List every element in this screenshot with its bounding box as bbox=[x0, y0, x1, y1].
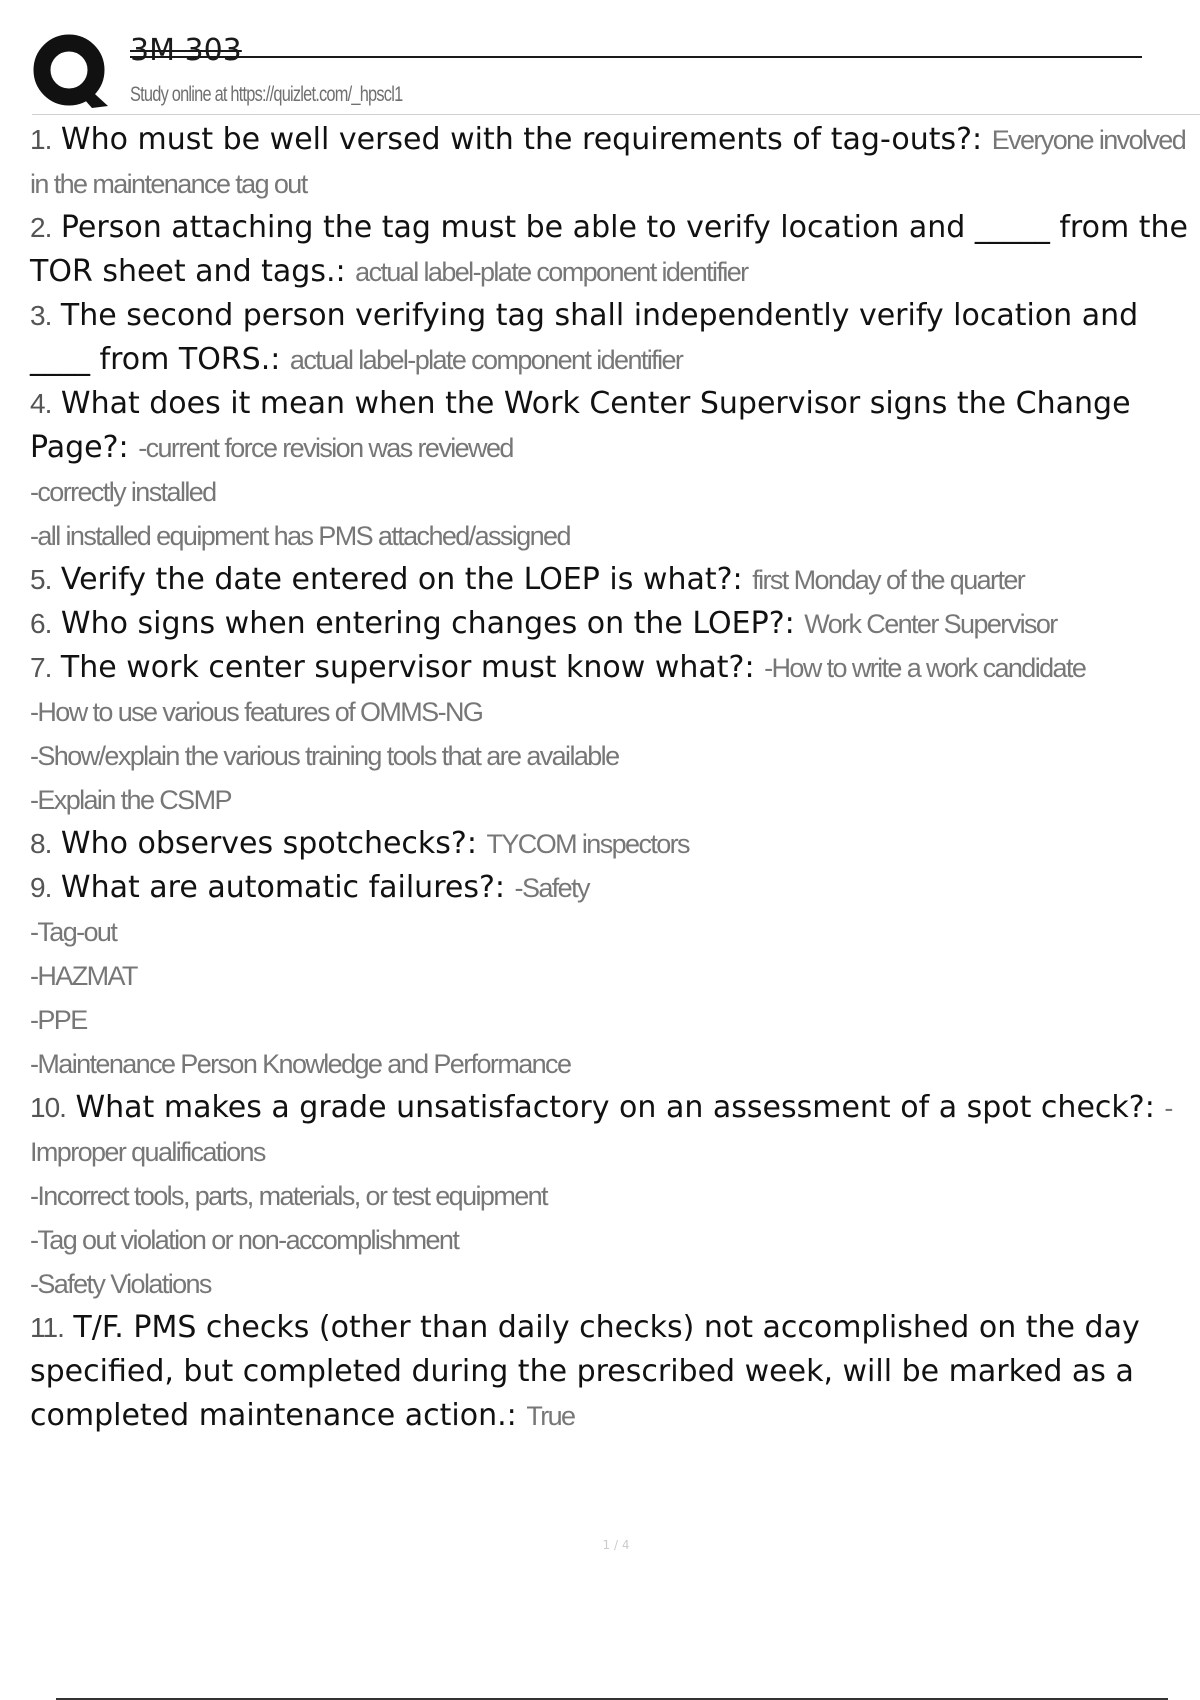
question-text: The second person verifying tag shall independently verify location and ____ from TORS.: bbox=[30, 298, 1139, 377]
question-text: T/F. PMS checks (other than daily checks) not accomplished on the day specified, but completed during the prescribed week, will be marked as a completed maintenance action.: bbox=[30, 1310, 1140, 1433]
question-text: What makes a grade unsatisfactory on an assessment of a spot check?: bbox=[75, 1090, 1155, 1125]
answer-line: -Tag out violation or non-accomplishment bbox=[30, 1225, 459, 1255]
question-number: 2. bbox=[30, 212, 52, 243]
qa-item bbox=[30, 1306, 1200, 1438]
qa-item bbox=[30, 206, 1200, 294]
answer-line: -Show/explain the various training tools that are available bbox=[30, 741, 619, 771]
question-text: Verify the date entered on the LOEP is what?: bbox=[60, 562, 743, 597]
question-text: What does it mean when the Work Center Supervisor signs the Change Page?: bbox=[30, 386, 1131, 465]
answer-line: -PPE bbox=[30, 1005, 87, 1035]
question-text: Who must be well versed with the requirements of tag-outs?: bbox=[60, 122, 983, 157]
question-text: Person attaching the tag must be able to verify location and _____ from the TOR sheet and tags.: bbox=[30, 210, 1188, 289]
qa-item bbox=[30, 558, 1200, 602]
answer-text: -How to write a work candidate bbox=[764, 653, 1086, 683]
qa-item bbox=[30, 822, 1200, 866]
question-number: 1. bbox=[30, 124, 52, 155]
page-number: 1 / 4 bbox=[602, 1538, 630, 1552]
answer-text: Work Center Supervisor bbox=[804, 609, 1057, 639]
qa-item bbox=[30, 646, 1200, 822]
answer-text: -Safety bbox=[514, 873, 589, 903]
answer-line: -Explain the CSMP bbox=[30, 785, 231, 815]
qa-item bbox=[30, 294, 1200, 382]
answer-text: -Improper qualifications bbox=[30, 1093, 1172, 1167]
question-number: 6. bbox=[30, 608, 52, 639]
answer-line: -correctly installed bbox=[30, 477, 216, 507]
answer-text: -current force revision was reviewed bbox=[138, 433, 513, 463]
question-number: 11. bbox=[30, 1312, 64, 1343]
study-online-link[interactable]: Study online at https://quizlet.com/_hpscl1 bbox=[130, 83, 403, 106]
answer-text: actual label-plate component identifier bbox=[355, 257, 748, 287]
header-divider bbox=[32, 114, 1200, 115]
qa-item bbox=[30, 866, 1200, 1086]
answer-line: -How to use various features of OMMS-NG bbox=[30, 697, 483, 727]
answer-line: -Maintenance Person Knowledge and Performance bbox=[30, 1049, 571, 1079]
answer-line: -Tag-out bbox=[30, 917, 117, 947]
qa-item bbox=[30, 118, 1200, 206]
question-text: What are automatic failures?: bbox=[60, 870, 505, 905]
quizlet-q-logo-icon bbox=[32, 32, 112, 112]
page-header bbox=[32, 30, 1142, 115]
question-number: 9. bbox=[30, 872, 52, 903]
flashcard-list bbox=[30, 118, 1200, 1438]
answer-text: actual label-plate component identifier bbox=[289, 345, 683, 375]
question-number: 5. bbox=[30, 564, 52, 595]
question-text: Who observes spotchecks?: bbox=[60, 826, 477, 861]
answer-text: Everyone involved in the maintenance tag out bbox=[30, 125, 1186, 199]
title-rule bbox=[130, 56, 1142, 58]
answer-line: -Safety Violations bbox=[30, 1269, 211, 1299]
question-number: 7. bbox=[30, 652, 52, 683]
document-title: 3M 303 bbox=[130, 33, 242, 68]
question-number: 4. bbox=[30, 388, 52, 419]
question-number: 10. bbox=[30, 1092, 66, 1123]
answer-line: -all installed equipment has PMS attached/assigned bbox=[30, 521, 570, 551]
answer-text: first Monday of the quarter bbox=[752, 565, 1025, 595]
question-number: 8. bbox=[30, 828, 52, 859]
question-number: 3. bbox=[30, 300, 52, 331]
qa-item bbox=[30, 382, 1200, 558]
qa-item bbox=[30, 1086, 1200, 1306]
qa-item bbox=[30, 602, 1200, 646]
answer-line: -Incorrect tools, parts, materials, or test equipment bbox=[30, 1181, 547, 1211]
answer-text: True bbox=[526, 1401, 575, 1431]
question-text: The work center supervisor must know what?: bbox=[60, 650, 755, 685]
answer-text: TYCOM inspectors bbox=[486, 829, 689, 859]
answer-line: -HAZMAT bbox=[30, 961, 137, 991]
question-text: Who signs when entering changes on the LOEP?: bbox=[60, 606, 795, 641]
